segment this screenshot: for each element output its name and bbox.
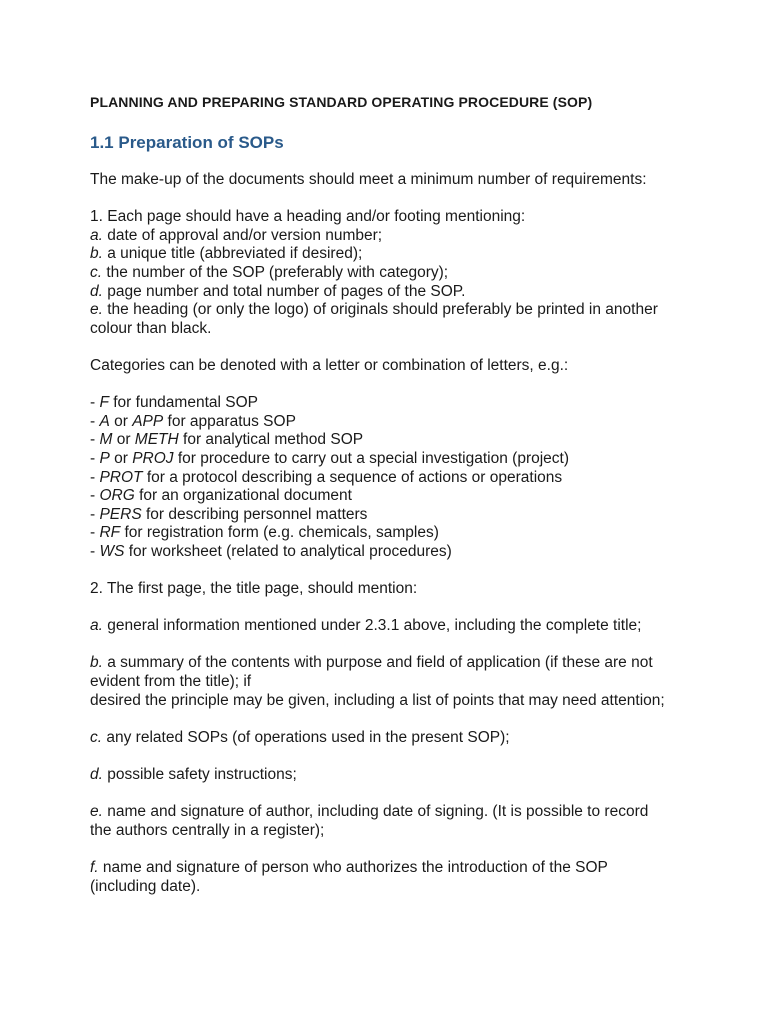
list-item: d. page number and total number of pages of the SOP.: [90, 282, 466, 300]
list-item: e. name and signature of author, including date of signing. (It is possible to record: [90, 803, 649, 821]
section-heading: 1.1 Preparation of SOPs: [90, 133, 284, 152]
requirement-1: [90, 208, 730, 338]
category-item: - F for fundamental SOP: [90, 394, 258, 412]
categories-intro: Categories can be denoted with a letter or combination of letters, e.g.:: [90, 356, 569, 374]
list-item-continuation: colour than black.: [90, 319, 212, 337]
category-item: - P or PROJ for procedure to carry out a special investigation (project): [90, 449, 570, 467]
category-item: - PERS for describing personnel matters: [90, 505, 368, 523]
category-item: - M or METH for analytical method SOP: [90, 431, 364, 449]
list-item: a. date of approval and/or version number;: [90, 226, 383, 244]
list-item: c. the number of the SOP (preferably with category);: [90, 263, 449, 281]
intro-paragraph: The make-up of the documents should meet a minimum number of requirements:: [90, 171, 647, 188]
list-item: b. a summary of the contents with purpose and field of application (if these are not: [90, 654, 653, 672]
requirement-1-lead: 1. Each page should have a heading and/or footing mentioning:: [90, 208, 526, 226]
list-item-continuation: evident from the title); if: [90, 673, 252, 691]
category-item: - A or APP for apparatus SOP: [90, 412, 296, 430]
category-item: - WS for worksheet (related to analytical procedures): [90, 542, 452, 560]
requirement-2: [90, 580, 730, 896]
list-item: d. possible safety instructions;: [90, 766, 297, 783]
document-body: [90, 93, 730, 896]
category-item: - PROT for a protocol describing a sequence of actions or operations: [90, 468, 563, 486]
list-item-continuation: (including date).: [90, 877, 201, 895]
category-item: - RF for registration form (e.g. chemicals, samples): [90, 524, 439, 542]
list-item: b. a unique title (abbreviated if desired);: [90, 245, 363, 263]
requirement-2-lead: 2. The first page, the title page, should mention:: [90, 580, 418, 598]
document-title: PLANNING AND PREPARING STANDARD OPERATING PROCEDURE (SOP): [90, 94, 593, 110]
categories-list: [90, 394, 730, 561]
list-item: e. the heading (or only the logo) of originals should preferably be printed in another: [90, 301, 658, 319]
list-item: a. general information mentioned under 2.3.1 above, including the complete title;: [90, 617, 642, 635]
list-item: f. name and signature of person who authorizes the introduction of the SOP: [90, 858, 608, 876]
list-item-continuation: the authors centrally in a register);: [90, 821, 325, 839]
list-item: c. any related SOPs (of operations used in the present SOP);: [90, 728, 510, 746]
category-item: - ORG for an organizational document: [90, 487, 352, 505]
list-item-continuation: desired the principle may be given, including a list of points that may need attention;: [90, 691, 665, 709]
